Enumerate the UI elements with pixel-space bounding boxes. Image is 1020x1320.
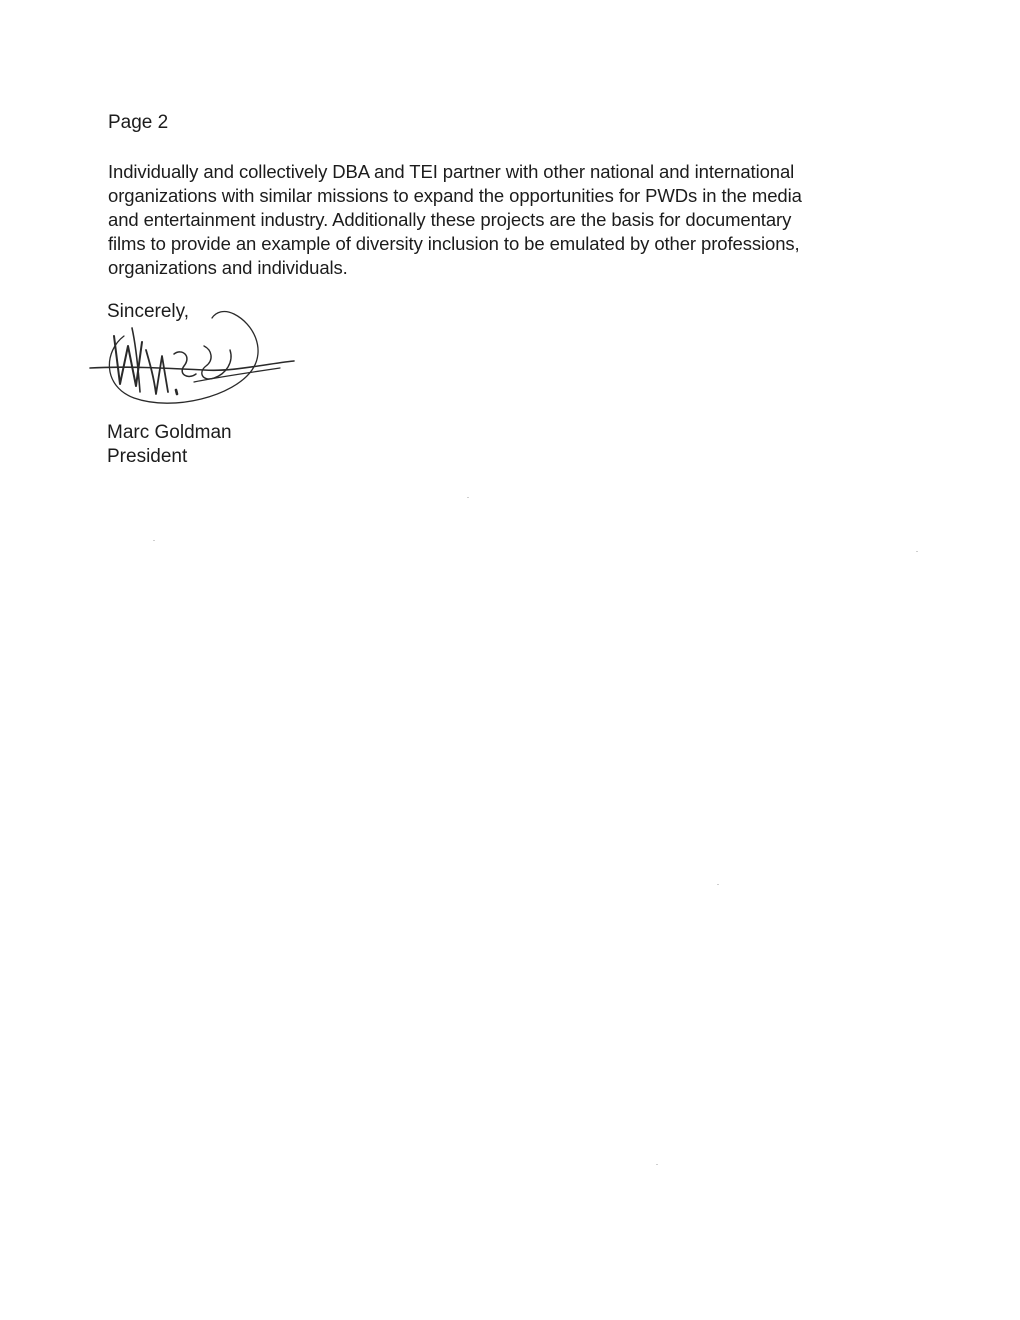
body-line: films to provide an example of diversity inclusion to be emulated by other professions,: [108, 233, 800, 254]
handwritten-signature: [84, 306, 300, 410]
body-line: organizations and individuals.: [108, 257, 348, 278]
page-number: Page 2: [108, 112, 169, 133]
body-line: and entertainment industry. Additionally these projects are the basis for documentary: [108, 209, 792, 230]
scan-speck: [717, 884, 719, 885]
body-line: Individually and collectively DBA and TEI partner with other national and international: [108, 161, 795, 182]
body-paragraph: [108, 160, 888, 280]
body-line: organizations with similar missions to expand the opportunities for PWDs in the media: [108, 185, 802, 206]
scan-speck: [467, 497, 469, 498]
scan-speck: [153, 540, 155, 541]
scan-speck: [916, 551, 918, 552]
signer-title: President: [107, 446, 188, 467]
signer-name: Marc Goldman: [107, 422, 232, 443]
closing-salutation: Sincerely,: [107, 301, 190, 322]
scan-speck: [656, 1164, 658, 1165]
